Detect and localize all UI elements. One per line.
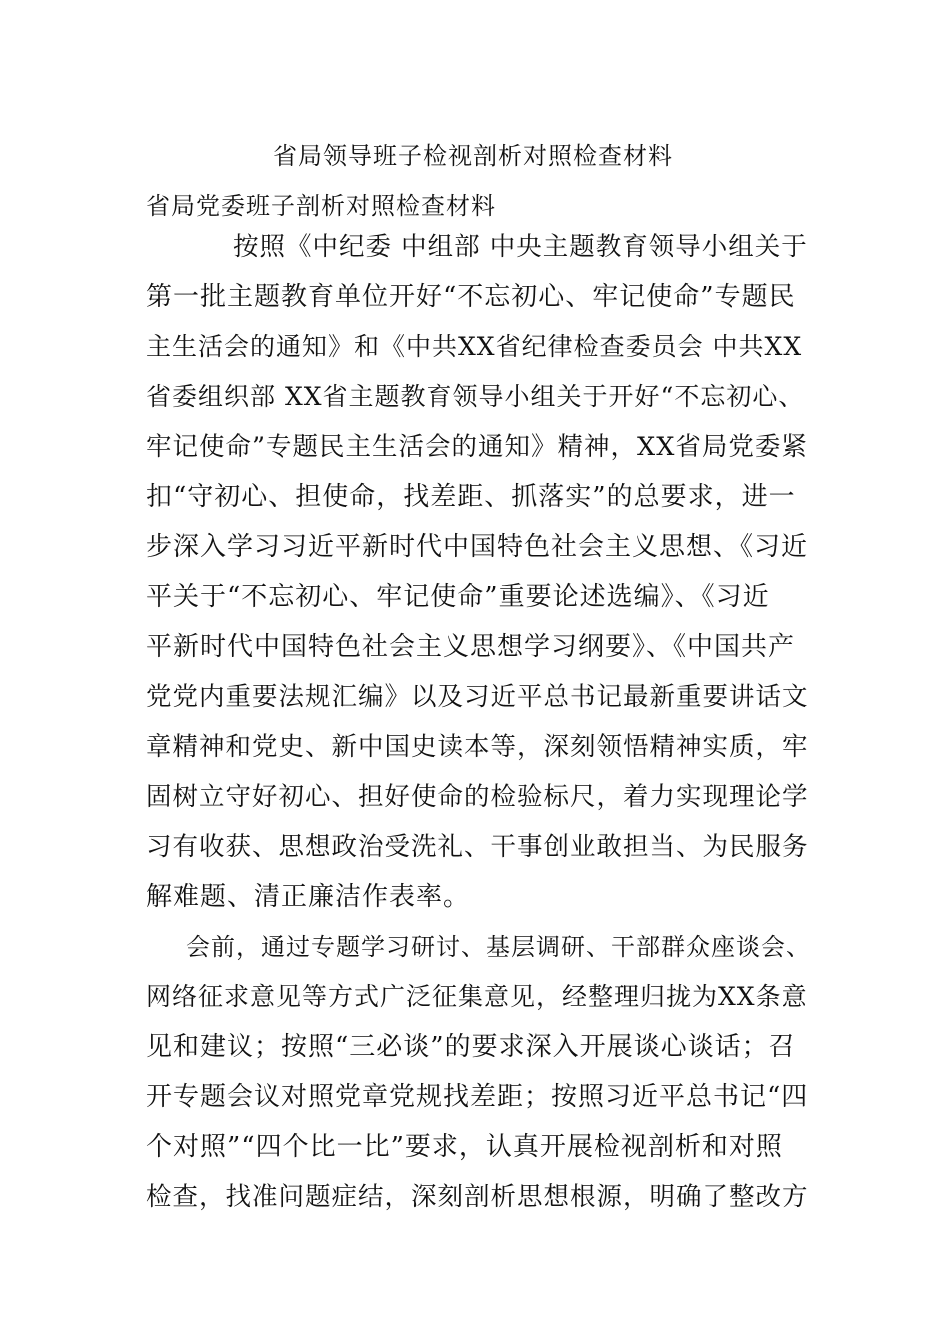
paragraph-1-line: 扣“守初心、担使命，找差距、抓落实”的总要求，进一	[146, 482, 796, 512]
paragraph-1-line: 按照《中纪委 中组部 中央主题教育领导小组关于	[233, 232, 808, 262]
paragraph-2-line: 个对照”“四个比一比”要求，认真开展检视剖析和对照	[146, 1132, 783, 1162]
paragraph-1-line: 固树立守好初心、担好使命的检验标尺，着力实现理论学	[146, 782, 809, 812]
paragraph-1-line: 平关于“不忘初心、牢记使命”重要论述选编》、《习近	[146, 582, 770, 612]
document-title: 省局领导班子检视剖析对照检查材料	[273, 142, 673, 170]
paragraph-1-line: 习有收获、思想政治受洗礼、干事创业敢担当、为民服务	[146, 832, 809, 862]
paragraph-2-line: 开专题会议对照党章党规找差距；按照习近平总书记“四	[146, 1082, 809, 1112]
paragraph-2-line: 检查，找准问题症结，深刻剖析思想根源，明确了整改方	[146, 1182, 809, 1212]
document-subtitle: 省局党委班子剖析对照检查材料	[146, 192, 496, 220]
paragraph-1-line: 步深入学习习近平新时代中国特色社会主义思想、《习近	[146, 532, 809, 562]
paragraph-1-line: 党党内重要法规汇编》以及习近平总书记最新重要讲话文	[146, 682, 809, 712]
paragraph-1-line: 平新时代中国特色社会主义思想学习纲要》、《中国共产	[146, 632, 796, 662]
paragraph-1-line: 第一批主题教育单位开好“不忘初心、牢记使命”专题民	[146, 282, 796, 312]
paragraph-2-line: 会前，通过专题学习研讨、基层调研、干部群众座谈会、	[186, 933, 811, 961]
paragraph-1-line: 牢记使命”专题民主生活会的通知》精神，XX省局党委紧	[146, 432, 808, 462]
paragraph-1-line: 章精神和党史、新中国史读本等，深刻领悟精神实质，牢	[146, 732, 809, 762]
paragraph-2-line: 网络征求意见等方式广泛征集意见，经整理归拢为XX条意	[146, 982, 808, 1011]
paragraph-2-line: 见和建议；按照“三必谈”的要求深入开展谈心谈话；召	[146, 1032, 796, 1062]
paragraph-1-line: 解难题、清正廉洁作表率。	[146, 882, 471, 912]
paragraph-1-line: 主生活会的通知》和《中共XX省纪律检查委员会 中共XX	[146, 332, 803, 361]
paragraph-1-line: 省委组织部 XX省主题教育领导小组关于开好“不忘初心、	[146, 382, 805, 411]
